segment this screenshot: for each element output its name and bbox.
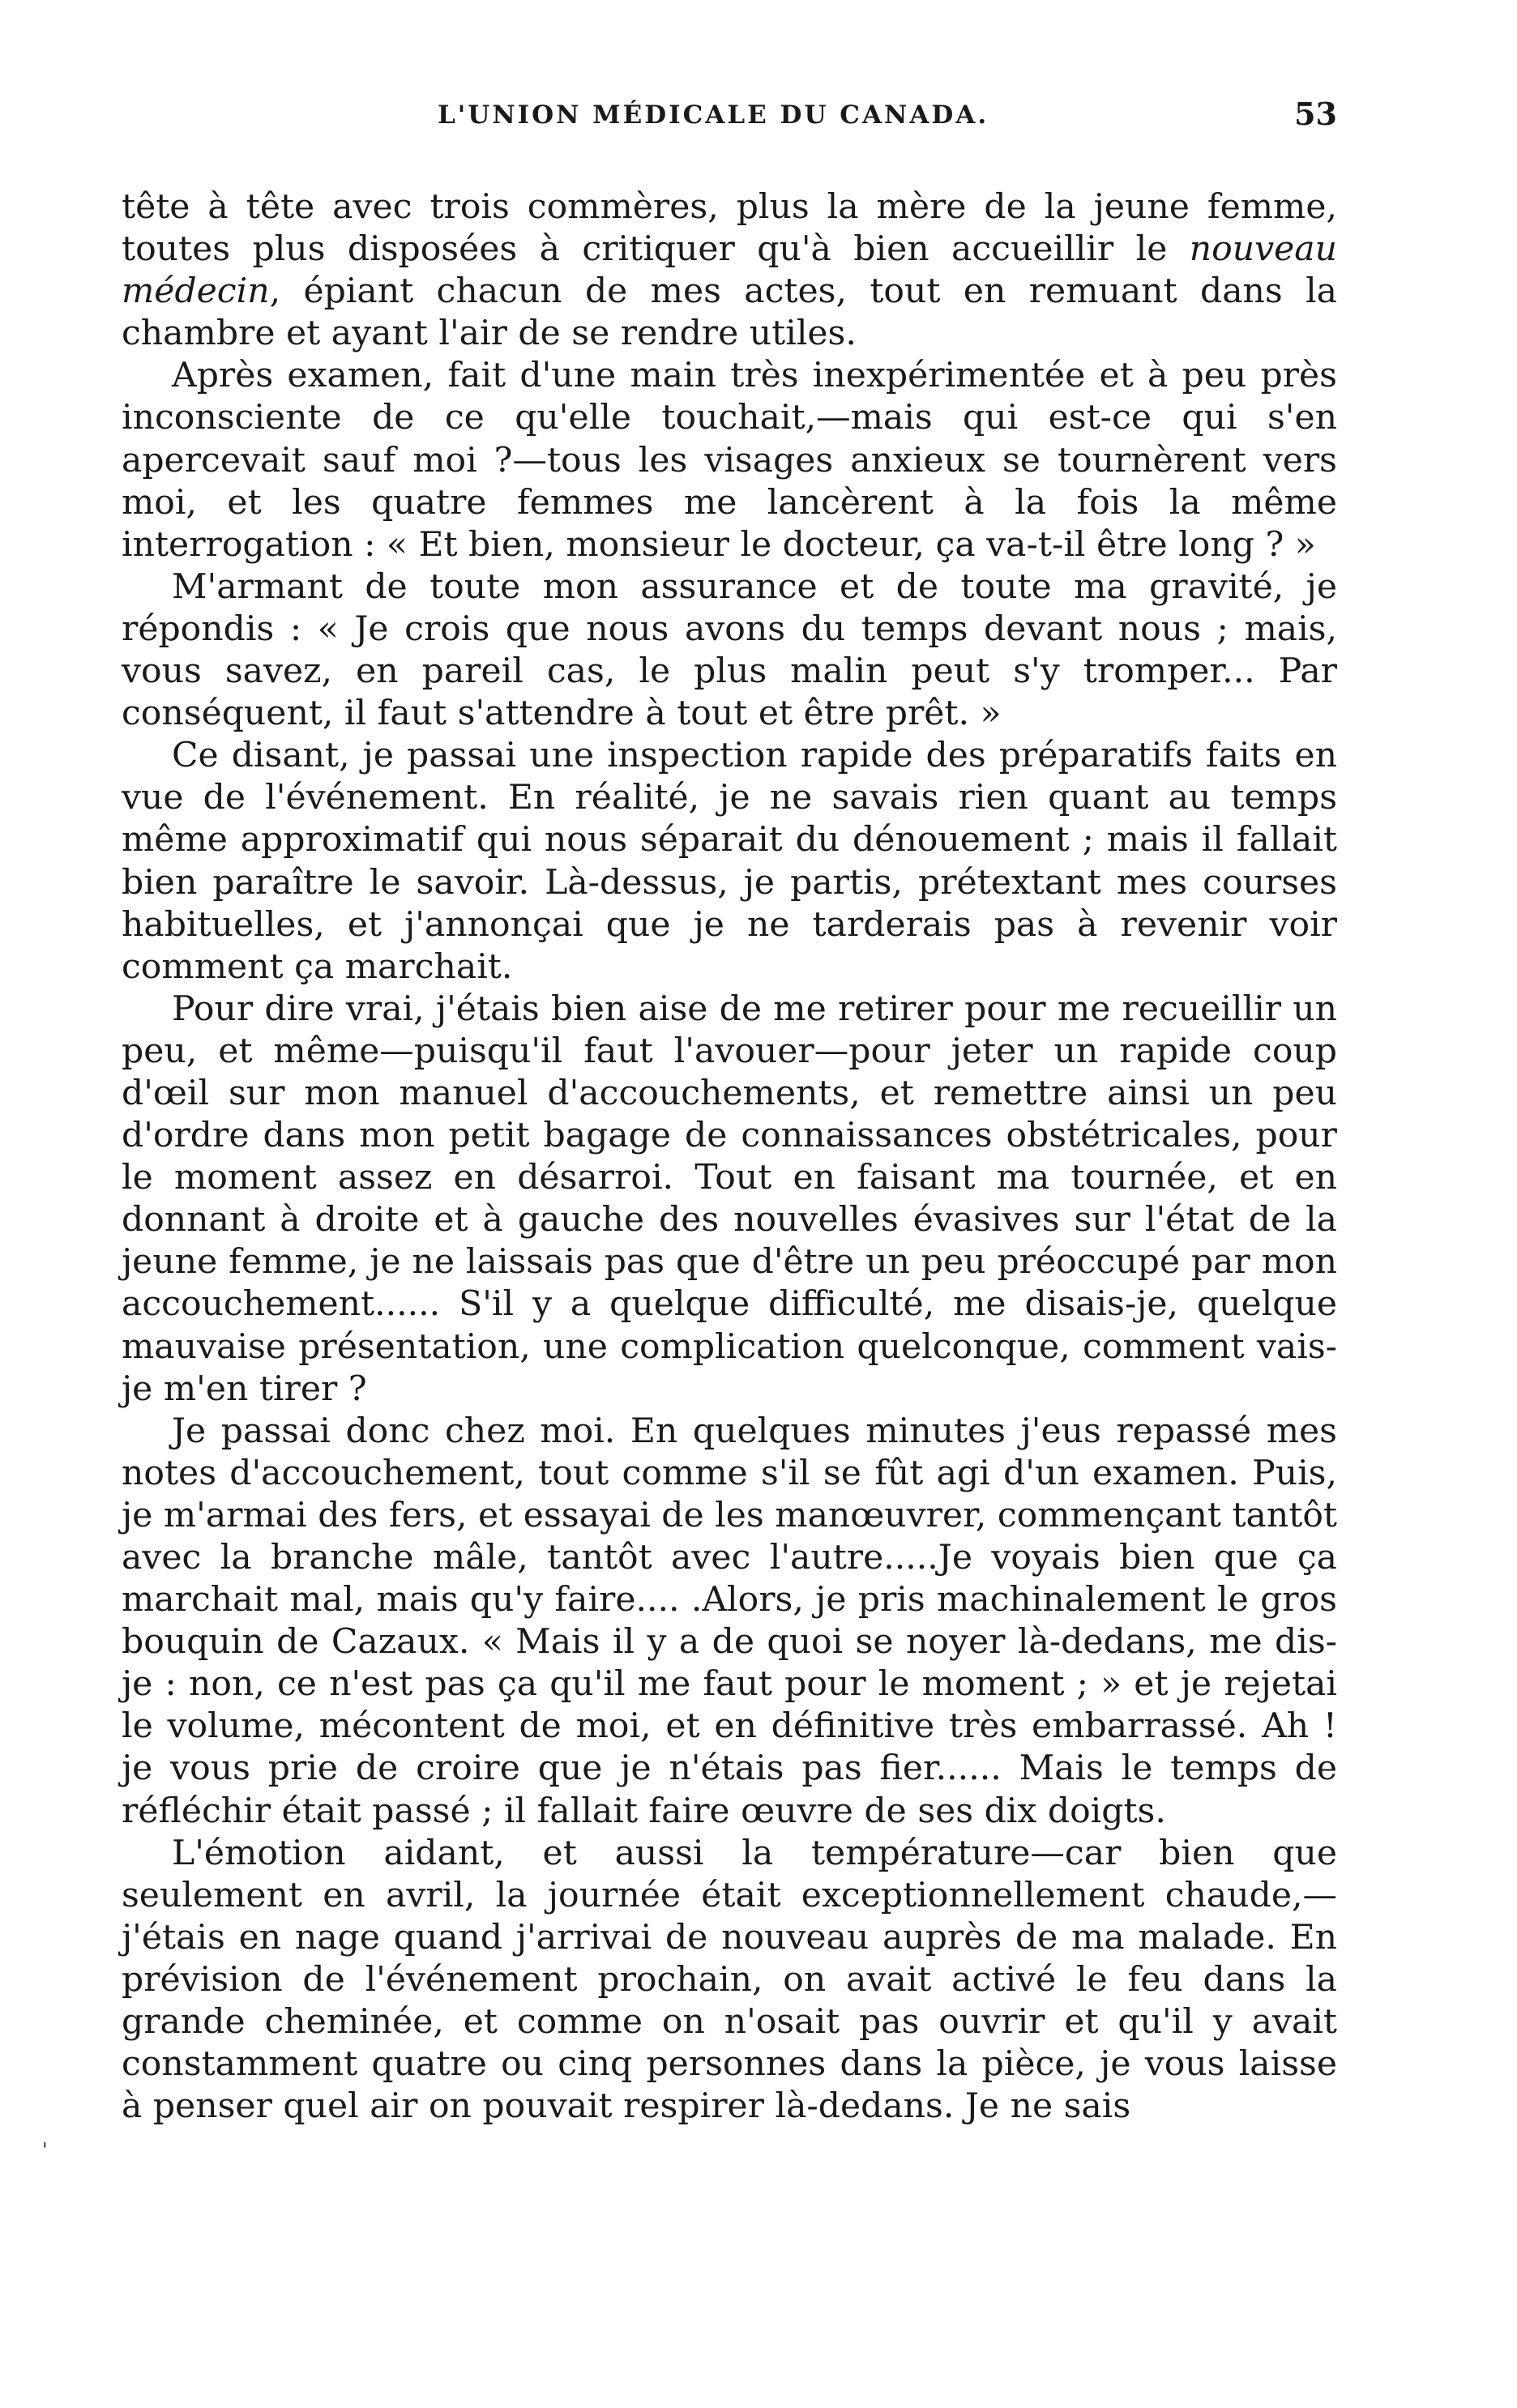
italic-text: nouveau médecin [122,229,1337,312]
paragraph [122,1833,1337,2128]
text-run: Ce disant, je passai une inspection rapide des préparatifs faits en vue de l'événement. En réalité, je ne savais rien quant au temps même approximatif qui nous séparait du dénouement ; mais il fallait bien paraître le savoir. Là-dessus, je partis, prétextant mes courses habituelles, et j'annonçai que je ne tarderais pas à revenir voir comment ça marchait. [122,736,1337,987]
running-title: L'UNION MÉDICALE DU CANADA. [438,100,989,130]
body-text [122,186,1337,2128]
text-run: M'armant de toute mon assurance et de toute ma gravité, je répondis : « Je crois que nous avons du temps devant nous ; mais, vous savez, en pareil cas, le plus malin peut s'y tromper... Par conséquent, il faut s'attendre à tout et être prêt. » [122,566,1337,734]
text-run: tête à tête avec trois commères, plus la mère de la jeune femme, toutes plus disposées à critiquer qu'à bien accueillir le [122,187,1337,270]
text-run: L'émotion aidant, et aussi la température—car bien que seulement en avril, la journée était exceptionnellement chaude,—j'étais en nage quand j'arrivai de nouveau auprès de ma malade. En prévision de l'événement prochain, on avait activé le feu dans la grande cheminée, et comme on n'osait pas ouvrir et qu'il y avait constamment quatre ou cinq personnes dans la pièce, je vous laisse à penser quel air on pouvait respirer là-dedans. Je ne sais [122,1833,1337,2127]
running-head [122,96,1337,147]
page-number: 53 [1294,96,1337,132]
paragraph [122,566,1337,735]
text-run: Après examen, fait d'une main très inexpérimentée et à peu près inconsciente de ce qu'elle touchait,—mais qui est-ce qui s'en apercevait sauf moi ?—tous les visages anxieux se tournèrent vers moi, et les quatre femmes me lancèrent à la fois la même interrogation : « Et bien, monsieur le docteur, ça va-t-il être long ? » [122,356,1337,565]
paragraph [122,186,1337,355]
text-run: Pour dire vrai, j'étais bien aise de me retirer pour me recueillir un peu, et même—puisqu'il faut l'avouer—pour jeter un rapide coup d'œil sur mon manuel d'accouchements, et remettre ainsi un peu d'ordre dans mon petit bagage de connaissances obstétricales, pour le moment assez en désarroi. Tout en faisant ma tournée, et en donnant à droite et à gauche des nouvelles évasives sur l'état de la jeune femme, je ne laissais pas que d'être un peu préoccupé par mon accouchement...... S'il y a quelque difficulté, me disais-je, quelque mauvaise présentation, une complication quelconque, comment vais-je m'en tirer ? [122,988,1337,1409]
stray-mark: ' [42,2139,48,2162]
paragraph [122,355,1337,566]
paragraph [122,988,1337,1411]
book-page [122,96,1337,2128]
paragraph [122,735,1337,988]
paragraph [122,1411,1337,1833]
text-run: , épiant chacun de mes actes, tout en remuant dans la chambre et ayant l'air de se rendre utiles. [122,271,1337,354]
text-run: Je passai donc chez moi. En quelques minutes j'eus repassé mes notes d'accouchement, tout comme s'il se fût agi d'un examen. Puis, je m'armai des fers, et essayai de les manœuvrer, commençant tantôt avec la branche mâle, tantôt avec l'autre.....Je voyais bien que ça marchait mal, mais qu'y faire.... .Alors, je pris machinalement le gros bouquin de Cazaux. « Mais il y a de quoi se noyer là-dedans, me dis-je : non, ce n'est pas ça qu'il me faut pour le moment ; » et je rejetai le volume, mécontent de moi, et en définitive très embarrassé. Ah ! je vous prie de croire que je n'étais pas fier...... Mais le temps de réfléchir était passé ; il fallait faire œuvre de ses dix doigts. [122,1411,1337,1831]
